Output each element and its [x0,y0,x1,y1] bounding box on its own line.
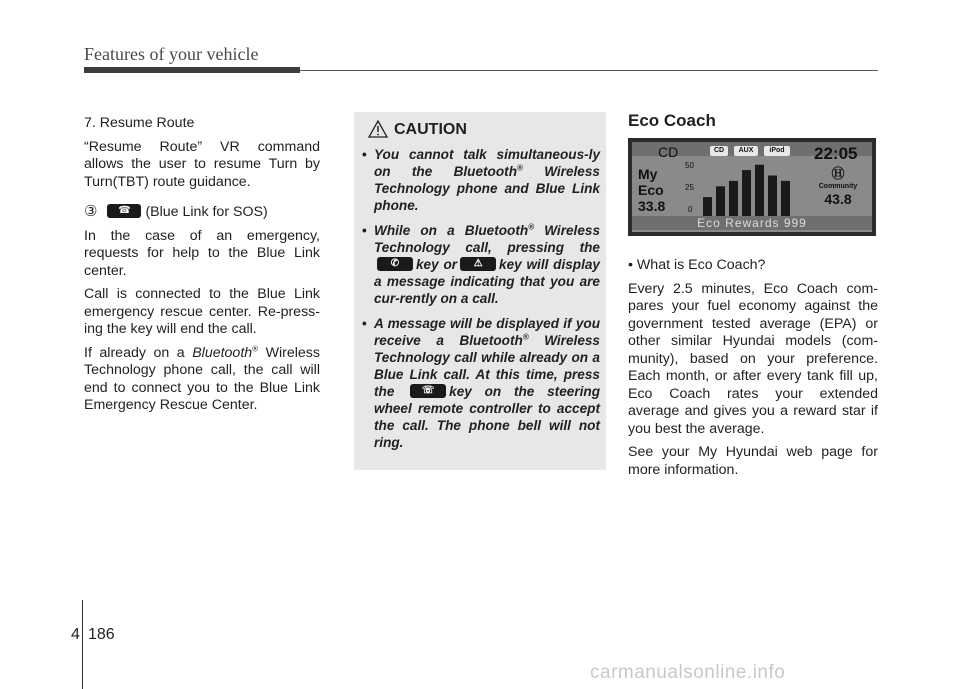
display-my-eco [638,166,665,214]
voice-key-icon: ⚠ [460,257,496,271]
call-paragraph: Call is connected to the Blue Link emergency rescue center. Re-press-ing the key will end the call. [84,286,320,337]
left-column [84,115,320,421]
already-rest: Wireless Technology phone call, the call will end to connect you to the Blue Link Emergency Rescue Center. [84,344,320,413]
caution-2-text-b: Wireless Technology call, pressing the [374,223,601,255]
hyundai-logo-icon: Ⓗ [831,166,845,181]
scale-label: 25 [685,183,694,192]
watermark: carmanualsonline.info [590,662,786,683]
eco-bar [768,176,777,217]
display-community [808,166,868,207]
eco-bar [703,197,712,216]
header-rule-thin [300,70,878,71]
display-mode: CD [658,144,679,160]
community-label: Community [818,183,858,190]
eco-coach-display-image [628,138,876,236]
caution-3-text-a: A message will be displayed if you receive a Bluetooth [374,316,600,348]
registered-mark: ® [528,222,535,232]
display-top-bar [632,142,872,163]
eco-bar-graph [683,158,801,220]
call-answer-key-icon: ☏ [410,384,446,398]
caution-list [362,146,600,459]
eco-coach-heading: Eco Coach [628,111,716,130]
phone-key-icon: ✆ [377,257,413,271]
caution-2-text-c: key or [416,257,458,272]
resume-route-title: 7. Resume Route [84,115,195,131]
emergency-paragraph: In the case of an emergency, requests for help to the Blue Link center. [84,227,320,279]
my-label: My [638,166,658,182]
eco-bar [781,181,790,216]
eco-label: Eco [638,182,664,198]
sos-button-icon: ☎ [107,204,141,218]
caution-box [354,112,606,470]
display-tag-cd: CD [710,146,728,156]
caution-item-3: • A message will be displayed if you receive a Bluetooth® Wireless Technology call while already on a Blue Link call. At this time, press the ☏ key on the steering wheel remote controller to accept the call. The phone bell will not ring. [362,316,600,450]
header-rule-thick [84,67,300,73]
caution-2-text-a: While on a Bluetooth [374,223,529,238]
warning-triangle-icon [368,120,388,138]
sos-line [84,203,320,222]
already-paragraph [84,345,320,415]
eco-coach-body [628,257,878,485]
eco-rewards-label: Eco Rewards 999 [632,216,872,230]
caution-item-2: • While on a Bluetooth® Wireless Technology call, pressing the ✆ key or ⚠ key will display a message indicating that you are cur-rently on a call. [362,222,601,306]
eco-paragraph-1: Every 2.5 minutes, Eco Coach com-pares your fuel economy against the government tested average (EPA) or other similar Hyundai models (com-munity), based on your preference. Each month, or after every tank fill up, Eco Coach rates your extended average and gives you a reward star if you best the average. [628,280,878,437]
registered-mark: ® [522,332,529,342]
caution-item-1: • You cannot talk simultaneous-ly on the Bluetooth® Wireless Technology phone and Blue Link phone. [362,147,600,213]
display-tag-ipod: iPod [764,146,790,156]
eco-bar [755,165,764,216]
caution-title: CAUTION [394,121,467,138]
right-column [628,112,878,140]
eco-bar [716,186,725,216]
caution-3-text-b: Wireless Technology call while already on a Blue Link call. At this time, press the [374,333,600,399]
eco-bar [729,181,738,216]
footer-divider [82,600,83,689]
page-header-title: Features of your vehicle [84,44,259,64]
display-tag-aux: AUX [734,146,758,156]
caution-2-text-d: key will display a message indicating that you are cur-rently on a call. [374,257,600,306]
caution-3-text-c: key on the steering wheel remote controller to accept the call. The phone bell will not ring. [374,384,600,450]
eco-bullet: • What is Eco Coach? [628,257,766,273]
community-value: 43.8 [824,191,852,207]
circled-number: ③ [84,203,98,220]
eco-paragraph-2: See your My Hyundai web page for more information. [628,444,878,478]
my-eco-value: 33.8 [638,198,666,214]
sos-label: (Blue Link for SOS) [145,204,268,220]
registered-mark: ® [252,343,259,353]
chapter-number: 4 [71,626,80,643]
resume-route-text: “Resume Route” VR command allows the user to resume Turn by Turn(TBT) route guidance. [84,138,320,190]
caution-1-text-b: Wireless Technology phone and Blue Link phone. [374,164,600,213]
already-prefix: If already on a [84,344,185,361]
eco-bar [742,170,751,216]
registered-mark: ® [517,163,523,173]
bluetooth-word: Bluetooth [192,344,253,361]
caution-1-text-a: You cannot talk simultaneous-ly on the Bluetooth [374,147,600,179]
page-number: 186 [88,626,115,643]
scale-label: 0 [688,205,693,214]
scale-label: 50 [685,161,694,170]
display-time: 22:05 [814,144,858,163]
